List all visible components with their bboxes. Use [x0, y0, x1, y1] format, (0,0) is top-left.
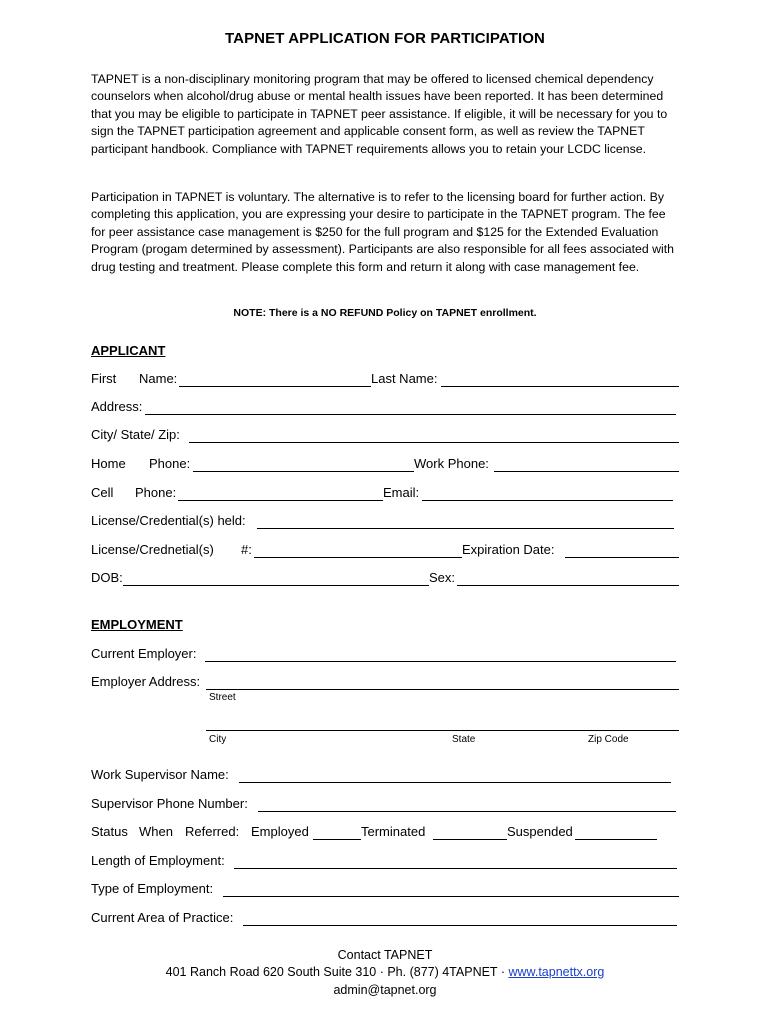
refund-note: NOTE: There is a NO REFUND Policy on TAPNET enrollment. — [233, 307, 537, 319]
supervisor-phone-row — [91, 796, 681, 814]
employed-label: Employed — [251, 824, 309, 839]
type-row — [91, 881, 681, 899]
first-name-label: Name: — [139, 371, 178, 386]
terminated-label: Terminated — [361, 824, 426, 839]
dob-field[interactable] — [123, 585, 429, 586]
sex-field[interactable] — [457, 585, 679, 586]
cell-phone-label: Phone: — [135, 485, 177, 500]
supervisor-name-field[interactable] — [239, 782, 671, 783]
expiration-date-label: Expiration Date: — [462, 542, 555, 557]
cell-phone-field[interactable] — [178, 500, 383, 501]
street-caption: Street — [209, 692, 236, 703]
when-label: When — [139, 824, 173, 839]
email-label: Email: — [383, 485, 420, 500]
supervisor-name-label: Work Supervisor Name: — [91, 767, 229, 782]
license-held-row — [91, 513, 681, 531]
last-name-field[interactable] — [441, 386, 679, 387]
employer-address-label: Employer Address: — [91, 674, 201, 689]
address-row — [91, 399, 681, 417]
employment-heading: EMPLOYMENT — [91, 617, 183, 632]
practice-row — [91, 910, 681, 928]
current-employer-field[interactable] — [205, 661, 676, 662]
license-held-label: License/Credential(s) held: — [91, 513, 246, 528]
current-employer-row — [91, 646, 681, 664]
suspended-label: Suspended — [507, 824, 573, 839]
license-held-field[interactable] — [257, 528, 674, 529]
license-number-row — [91, 542, 681, 560]
home-work-phone-row — [91, 456, 681, 474]
cell-label: Cell — [91, 485, 114, 500]
intro-paragraph: TAPNET is a non-disciplinary monitoring program that may be offered to licensed chemical dependency counselors when alcohol/drug abuse or mental health issues have been reported. It has been determined that you may be eligible to participate in TAPNET peer assistance. If eligible, it will be necessary for you to sign the TAPNET participation agreement and applicable consent form, as well as review the TAPNET participant handbook. Compliance with TAPNET requirements allows you to retain your LCDC license. — [91, 72, 668, 156]
sex-label: Sex: — [429, 570, 456, 585]
referred-label: Referred: — [185, 824, 240, 839]
terminated-field[interactable] — [433, 839, 507, 840]
cell-email-row — [91, 485, 681, 503]
footer-website-link[interactable]: www.tapnettx.org — [508, 965, 605, 979]
work-phone-field[interactable] — [494, 471, 679, 472]
work-phone-label: Work Phone: — [414, 456, 489, 471]
footer-address: 401 Ranch Road 620 South Suite 310 · Ph. (877) 4TAPNET · — [165, 965, 509, 979]
city-state-zip-field[interactable] — [189, 442, 679, 443]
supervisor-phone-label: Supervisor Phone Number: — [91, 796, 248, 811]
license-number-field[interactable] — [254, 557, 462, 558]
zip-caption: Zip Code — [588, 734, 629, 745]
footer-email: admin@tapnet.org — [333, 983, 437, 997]
expiration-date-field[interactable] — [565, 557, 679, 558]
participation-paragraph: Participation in TAPNET is voluntary. The alternative is to refer to the licensing board for further action. By completing this application, you are expressing your desire to participate in the TAPNET program. The fee for peer assistance case management is $250 for the full program and $125 for the Extended Evaluation Program (progam determined by assessment). Participants are also responsible for all fees associated with drug testing and treatment. Please complete this form and return it along with case management fee. — [91, 190, 675, 274]
footer-contact: Contact TAPNET — [337, 948, 433, 962]
license-number-label: License/Crednetial(s) — [91, 542, 214, 557]
dob-label: DOB: — [91, 570, 123, 585]
employer-city-state-zip-field[interactable] — [206, 730, 679, 731]
current-employer-label: Current Employer: — [91, 646, 197, 661]
length-field[interactable] — [234, 868, 677, 869]
home-phone-field[interactable] — [193, 471, 414, 472]
dob-sex-row — [91, 570, 681, 588]
supervisor-phone-field[interactable] — [258, 811, 676, 812]
first-name-field[interactable] — [179, 386, 371, 387]
address-label: Address: — [91, 399, 143, 414]
status-row — [91, 824, 681, 842]
employer-address-row — [91, 674, 681, 692]
state-caption: State — [452, 734, 476, 745]
employed-field[interactable] — [313, 839, 361, 840]
length-label: Length of Employment: — [91, 853, 225, 868]
license-number-hash: #: — [241, 542, 252, 557]
first-label: First — [91, 371, 117, 386]
practice-field[interactable] — [243, 925, 677, 926]
name-row — [91, 371, 681, 389]
address-field[interactable] — [145, 414, 676, 415]
supervisor-name-row — [91, 767, 681, 785]
length-row — [91, 853, 681, 871]
city-state-zip-label: City/ State/ Zip: — [91, 427, 180, 442]
footer-address-line — [0, 965, 770, 979]
practice-label: Current Area of Practice: — [91, 910, 234, 925]
page-title: TAPNET APPLICATION FOR PARTICIPATION — [225, 30, 545, 47]
home-phone-label: Phone: — [149, 456, 191, 471]
city-state-zip-row — [91, 427, 681, 445]
city-caption: City — [209, 734, 227, 745]
applicant-heading: APPLICANT — [91, 343, 166, 358]
type-label: Type of Employment: — [91, 881, 214, 896]
last-name-label: Last Name: — [371, 371, 438, 386]
employer-street-field[interactable] — [206, 689, 679, 690]
email-field[interactable] — [422, 500, 673, 501]
suspended-field[interactable] — [575, 839, 657, 840]
home-label: Home — [91, 456, 126, 471]
status-label: Status — [91, 824, 128, 839]
type-field[interactable] — [223, 896, 679, 897]
